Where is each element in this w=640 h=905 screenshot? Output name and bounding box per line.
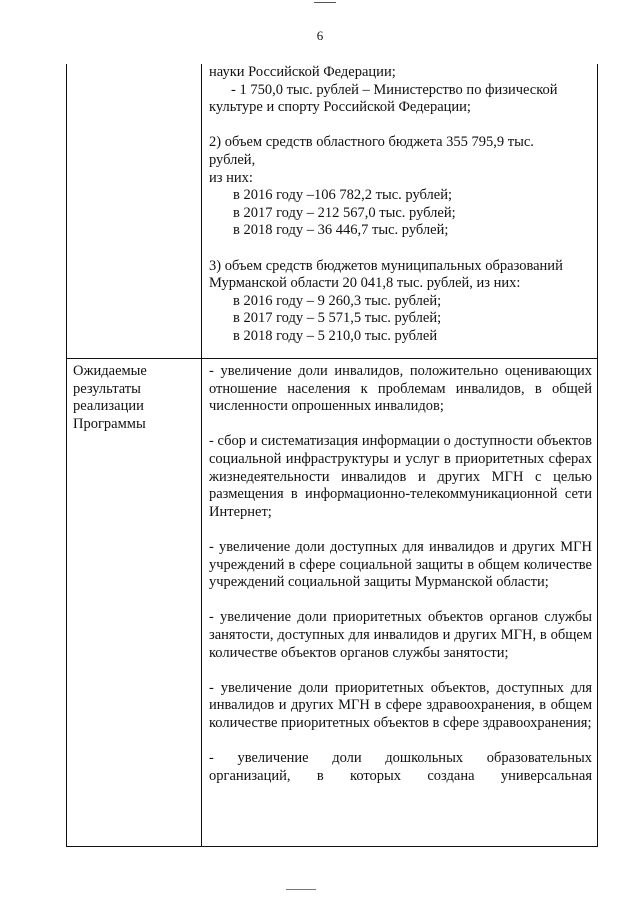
result-item: - увеличение доли приоритетных объектов, доступных для инвалидов и других МГН в сфере здравоохранения, в общем количестве приоритетных объектов в сфере здравоохранения; xyxy=(209,679,592,731)
page-number: 6 xyxy=(316,28,324,43)
municipal-year-line: в 2017 году – 5 571,5 тыс. рублей; xyxy=(233,310,442,327)
municipal-year-line: в 2016 году – 9 260,3 тыс. рублей; xyxy=(233,292,442,309)
results-label-cell xyxy=(73,363,195,433)
results-label-line: результаты xyxy=(73,380,141,397)
regional-year-line: в 2017 году – 212 567,0 тыс. рублей; xyxy=(233,204,456,221)
regional-budget-line: рублей, xyxy=(209,151,256,168)
regional-year-line: в 2018 году – 36 446,7 тыс. рублей; xyxy=(233,222,449,239)
municipal-budget-line: Мурманской области 20 041,8 тыс. рублей, из них: xyxy=(209,275,521,292)
municipal-budget-line: 3) объем средств бюджетов муниципальных образований xyxy=(209,257,563,274)
result-item: - увеличение доли приоритетных объектов органов службы занятости, доступных для инвалидов и других МГН, в общем количестве объектов органов службы занятости; xyxy=(209,609,592,661)
program-passport-table xyxy=(66,64,598,847)
regional-budget-line: 2) объем средств областного бюджета 355 795,9 тыс. xyxy=(209,134,534,151)
municipal-year-line: в 2018 году – 5 210,0 тыс. рублей xyxy=(233,327,438,344)
result-item: - увеличение доли доступных для инвалидов и других МГН учреждений в сфере социальной защиты в общем количестве учреждений социальной защиты Мурманской области; xyxy=(209,538,592,591)
funding-line: науки Российской Федерации; xyxy=(209,64,396,80)
result-item: - сбор и систематизация информации о доступности объектов социальной инфраструктуры и услуг в приоритетных сферах жизнедеятельности инвалидов и других МГН с целью размещения в информационно-телекоммуникационной сети Интернет; xyxy=(209,433,592,520)
result-item: - увеличение доли инвалидов, положительно оценивающих отношение населения к проблемам инвалидов, в общей численности опрошенных инвалидов; xyxy=(209,363,592,415)
results-content-cell xyxy=(209,363,592,785)
funding-sources-cell xyxy=(209,64,589,346)
column-divider xyxy=(201,64,202,846)
results-label-line: Программы xyxy=(73,415,146,432)
regional-budget-line: из них: xyxy=(209,169,253,186)
funding-line: - 1 750,0 тыс. рублей – Министерство по физической xyxy=(231,81,558,98)
bottom-scan-mark xyxy=(286,889,316,890)
top-scan-mark xyxy=(314,2,336,3)
regional-year-line: в 2016 году –106 782,2 тыс. рублей; xyxy=(233,187,453,204)
funding-line: культуре и спорту Российской Федерации; xyxy=(209,99,471,116)
results-label-line: Ожидаемые xyxy=(73,363,147,379)
results-label-line: реализации xyxy=(73,398,144,415)
row-divider xyxy=(67,358,597,359)
result-item: - увеличение доли дошкольных образовательных организаций, в которых создана универсальная xyxy=(209,750,592,784)
